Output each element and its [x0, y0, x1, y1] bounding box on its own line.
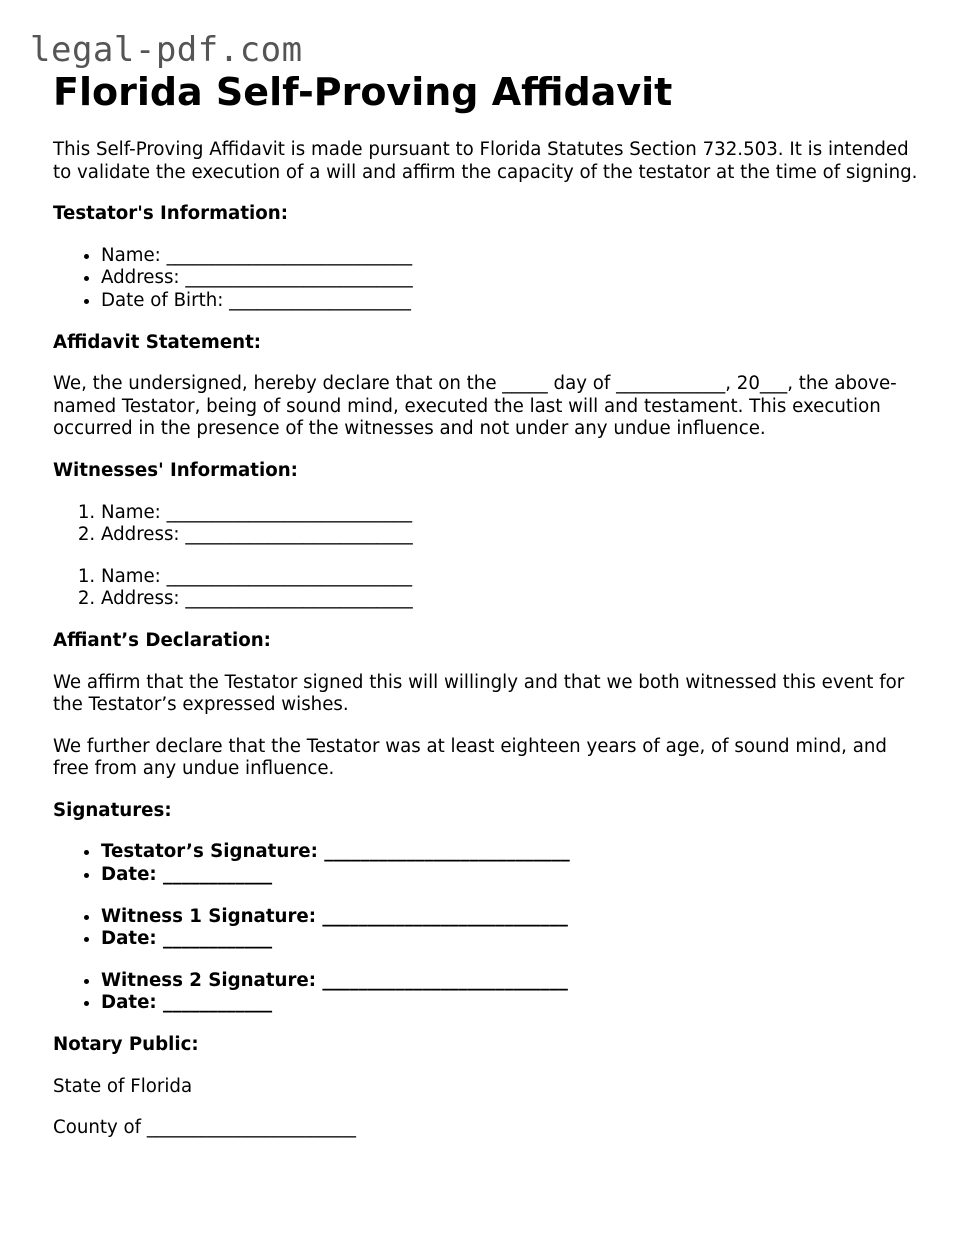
- testator-heading: Testator's Information:: [53, 203, 288, 225]
- notary-county: County of _______________________: [53, 1117, 357, 1139]
- document-body: [53, 68, 923, 1140]
- affidavit-heading: Affidavit Statement:: [53, 331, 262, 353]
- signatures-heading: Signatures:: [53, 799, 172, 821]
- notary-heading: Notary Public:: [53, 1034, 199, 1056]
- list-item: • Testator’s Signature: ___________________________: [101, 841, 923, 864]
- witness-1-list: [53, 502, 923, 547]
- list-item: 2. Address: _________________________: [101, 588, 923, 611]
- declaration-paragraph-2: We further declare that the Testator was at least eighteen years of age, of sound mind, and free from any undue influence.: [53, 735, 887, 780]
- watermark: legal-pdf.com: [30, 30, 303, 70]
- list-item: • Date: ____________: [101, 864, 923, 887]
- list-item: 2. Address: _________________________: [101, 524, 923, 547]
- intro-paragraph: This Self-Proving Affidavit is made pursuant to Florida Statutes Section 732.503. It is intended to validate the execution of a will and affirm the capacity of the testator at the time of signing.: [53, 139, 918, 183]
- list-item: • Witness 1 Signature: ___________________________: [101, 906, 923, 929]
- witness-1-signature-list: [53, 906, 923, 951]
- list-item: 1. Name: ___________________________: [101, 502, 923, 525]
- notary-state: State of Florida: [53, 1075, 193, 1097]
- testator-info-list: [53, 245, 923, 313]
- list-item: • Date of Birth: ____________________: [101, 290, 923, 313]
- list-item: • Address: _________________________: [101, 267, 923, 290]
- testator-signature-list: [53, 841, 923, 886]
- list-item: 1. Name: ___________________________: [101, 566, 923, 589]
- list-item: • Date: ____________: [101, 928, 923, 951]
- declaration-heading: Affiant’s Declaration:: [53, 629, 271, 651]
- list-item: • Witness 2 Signature: ___________________________: [101, 970, 923, 993]
- list-item: • Date: ____________: [101, 992, 923, 1015]
- witness-2-signature-list: [53, 970, 923, 1015]
- page-title: Florida Self-Proving Affidavit: [53, 70, 673, 114]
- list-item: • Name: ___________________________: [101, 245, 923, 268]
- witness-2-list: [53, 566, 923, 611]
- declaration-paragraph-1: We affirm that the Testator signed this will willingly and that we both witnessed this event for the Testator’s expressed wishes.: [53, 671, 905, 716]
- affidavit-statement: We, the undersigned, hereby declare that on the _____ day of ____________, 20___, the above-named Testator, being of sound mind, executed the last will and testament. This execution occurred in the presence of the witnesses and not under any undue influence.: [53, 373, 897, 440]
- witnesses-heading: Witnesses' Information:: [53, 459, 298, 481]
